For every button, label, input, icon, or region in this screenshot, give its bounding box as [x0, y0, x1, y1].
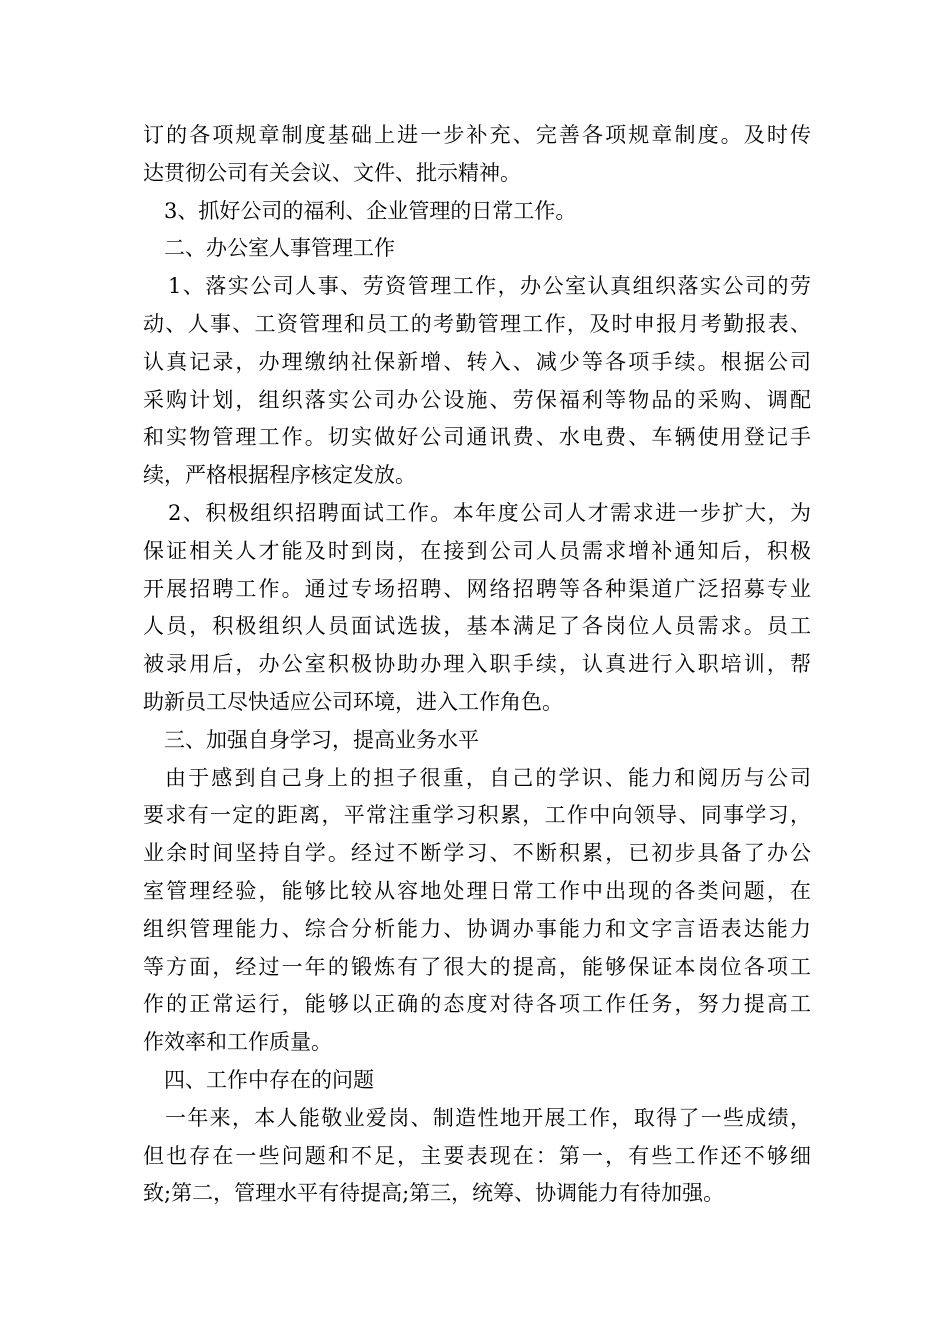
paragraph-line: 业余时间坚持自学。经过不断学习、不断积累，已初步具备了办公 [143, 841, 811, 866]
section-heading: 三、加强自身学习，提高业务水平 [164, 727, 479, 752]
section-heading: 四、工作中存在的问题 [164, 1067, 374, 1092]
section-heading: 二、办公室人事管理工作 [164, 236, 395, 261]
paragraph-line: 但也存在一些问题和不足，主要表现在：第一，有些工作还不够细 [143, 1143, 811, 1168]
paragraph-line: 等方面，经过一年的锻炼有了很大的提高，能够保证本岗位各项工 [143, 954, 811, 979]
paragraph-line: 作效率和工作质量。 [143, 1030, 332, 1055]
paragraph-line: 由于感到自己身上的担子很重，自己的学识、能力和阅历与公司 [165, 765, 811, 790]
paragraph-line: 要求有一定的距离，平常注重学习积累，工作中向领导、同事学习， [143, 803, 811, 828]
paragraph-line: 被录用后，办公室积极协助办理入职手续，认真进行入职培训，帮 [143, 652, 811, 677]
document-body [143, 117, 811, 1213]
paragraph-line: 作的正常运行，能够以正确的态度对待各项工作任务，努力提高工 [143, 992, 811, 1017]
paragraph-line: 和实物管理工作。切实做好公司通讯费、水电费、车辆使用登记手 [143, 425, 811, 450]
paragraph-line: 保证相关人才能及时到岗，在接到公司人员需求增补通知后，积极 [143, 538, 811, 563]
paragraph-line: 人员，积极组织人员面试选拔，基本满足了各岗位人员需求。员工 [143, 614, 811, 639]
paragraph-line: 动、人事、工资管理和员工的考勤管理工作，及时申报月考勤报表、 [143, 311, 811, 336]
paragraph-line: 助新员工尽快适应公司环境，进入工作角色。 [143, 689, 563, 714]
paragraph-line: 一年来，本人能敬业爱岗、制造性地开展工作，取得了一些成绩， [165, 1105, 811, 1130]
paragraph-line: 致;第二，管理水平有待提高;第三，统筹、协调能力有待加强。 [143, 1181, 725, 1206]
paragraph-line: 室管理经验，能够比较从容地处理日常工作中出现的各类问题，在 [143, 878, 811, 903]
paragraph-line: 续，严格根据程序核定发放。 [143, 463, 416, 488]
list-item-line: 2、积极组织招聘面试工作。本年度公司人才需求进一步扩大，为 [168, 500, 811, 525]
paragraph-line: 认真记录，办理缴纳社保新增、转入、减少等各项手续。根据公司 [143, 349, 811, 374]
paragraph-line: 达贯彻公司有关会议、文件、批示精神。 [143, 160, 521, 185]
list-item-line: 1、落实公司人事、劳资管理工作，办公室认真组织落实公司的劳 [168, 274, 811, 299]
paragraph-line: 开展招聘工作。通过专场招聘、网络招聘等各种渠道广泛招募专业 [143, 576, 811, 601]
paragraph-line: 订的各项规章制度基础上进一步补充、完善各项规章制度。及时传 [143, 123, 811, 147]
paragraph-line: 组织管理能力、综合分析能力、协调办事能力和文字言语表达能力 [143, 916, 811, 941]
list-item-line: 3、抓好公司的福利、企业管理的日常工作。 [164, 198, 577, 223]
paragraph-line: 采购计划，组织落实公司办公设施、劳保福利等物品的采购、调配 [143, 387, 811, 412]
